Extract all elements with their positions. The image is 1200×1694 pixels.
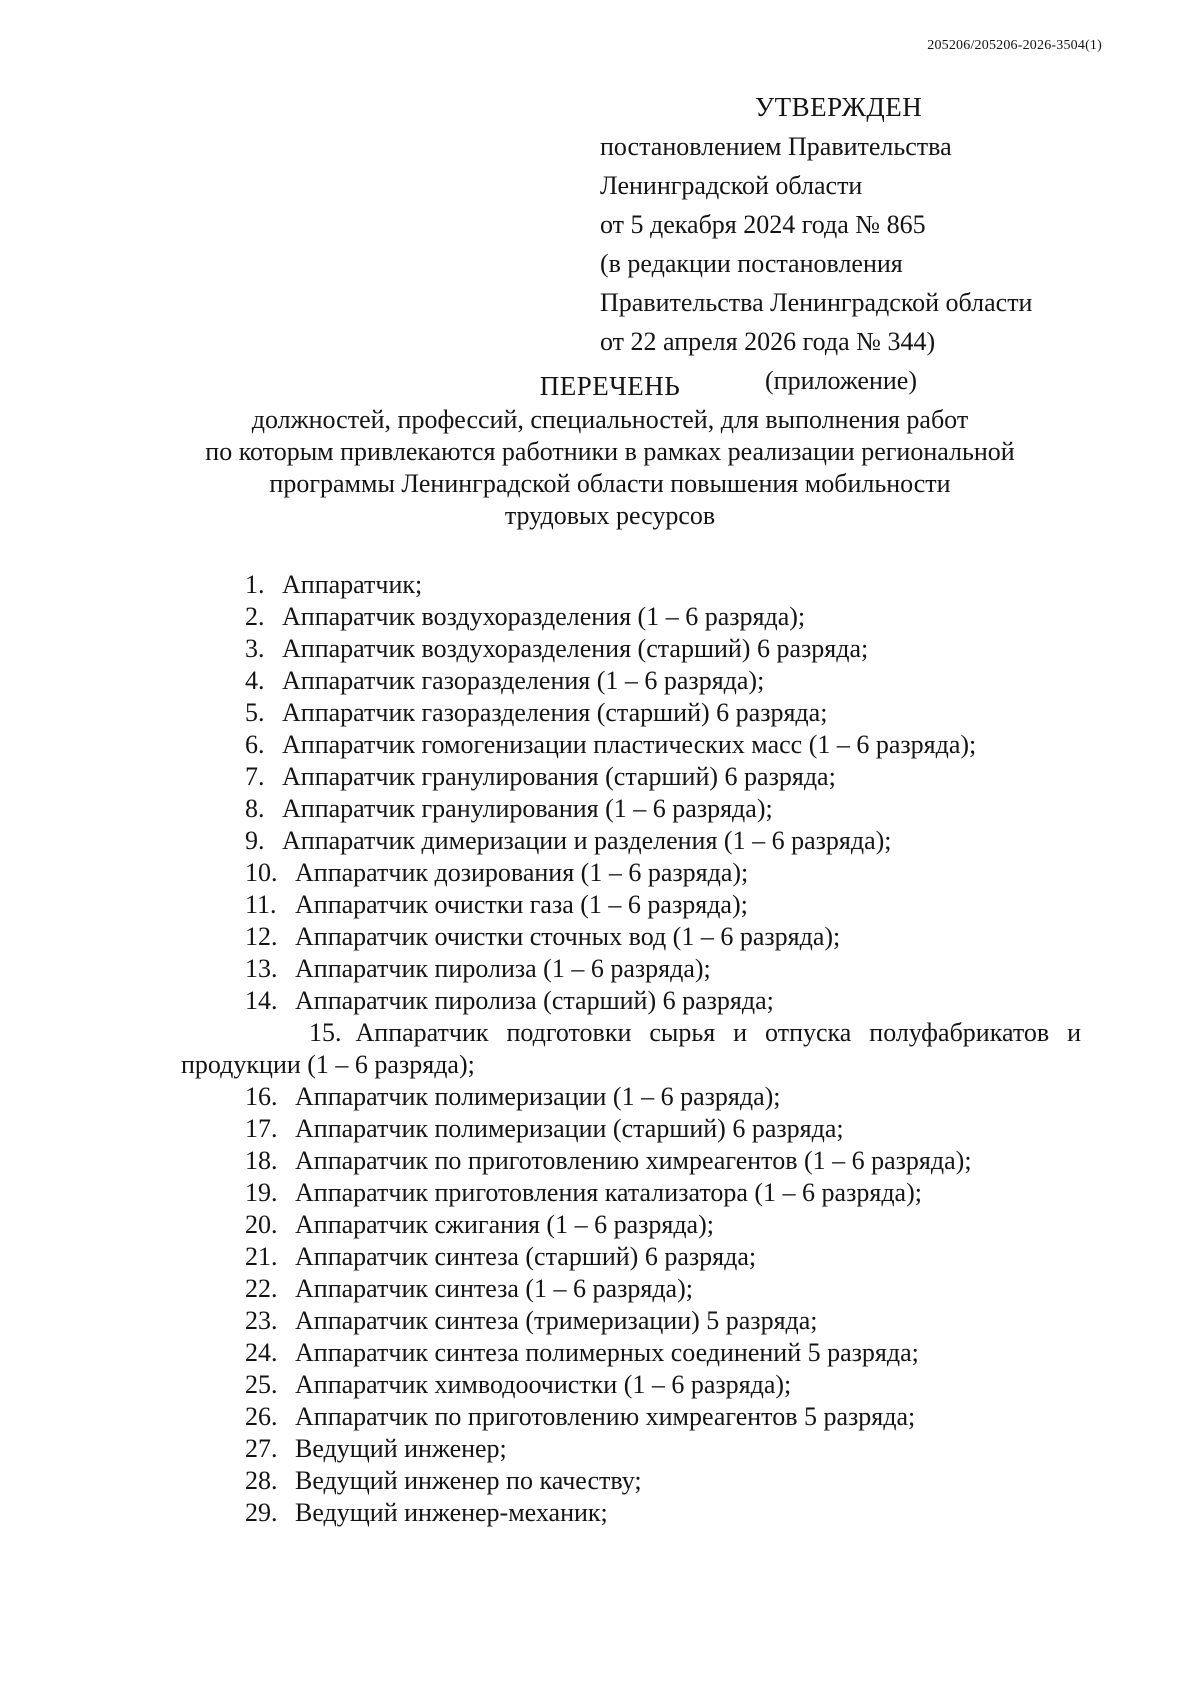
list-item-number: 4. — [245, 666, 265, 695]
list-item — [181, 825, 1081, 857]
list-item-text: Аппаратчик синтеза (старший) 6 разряда; — [295, 1242, 757, 1271]
list-item — [181, 921, 1081, 953]
title-line: по которым привлекаются работники в рамках реализации региональной — [205, 437, 1015, 466]
list-item-text: Аппаратчик газоразделения (старший) 6 разряда; — [282, 698, 828, 727]
list-item-number: 27. — [245, 1434, 278, 1463]
list-item-text: Аппаратчик по приготовлению химреагентов (1 – 6 разряда); — [295, 1146, 972, 1175]
list-item-number: 13. — [245, 954, 278, 983]
list-item — [181, 633, 1081, 665]
list-item-text: Аппаратчик гранулирования (1 – 6 разряда); — [282, 794, 773, 823]
list-item-number: 23. — [245, 1306, 278, 1335]
list-item-number: 6. — [245, 730, 265, 759]
list-item-text: Аппаратчик химводоочистки (1 – 6 разряда); — [295, 1370, 792, 1399]
annex-label: (приложение) — [765, 366, 918, 395]
list-item-text: Аппаратчик гомогенизации пластических масс (1 – 6 разряда); — [282, 730, 977, 759]
list-item — [181, 953, 1081, 985]
list-item-text: Аппаратчик дозирования (1 – 6 разряда); — [295, 858, 749, 887]
list-item — [181, 569, 1081, 601]
list-item — [181, 1017, 1081, 1081]
list-item — [181, 697, 1081, 729]
list-item-text: Аппаратчик синтеза (1 – 6 разряда); — [295, 1274, 693, 1303]
list-item-text: Аппаратчик очистки газа (1 – 6 разряда); — [295, 890, 748, 919]
list-item — [181, 1177, 1081, 1209]
list-item-number: 15. — [309, 1018, 342, 1047]
list-item-text: Аппаратчик синтеза (тримеризации) 5 разряда; — [295, 1306, 818, 1335]
list-item-number: 3. — [245, 634, 265, 663]
list-item-number: 5. — [245, 698, 265, 727]
list-item-number: 11. — [245, 890, 277, 919]
list-item — [181, 1337, 1081, 1369]
list-item-text: Аппаратчик воздухоразделения (старший) 6 разряда; — [282, 634, 869, 663]
list-item — [181, 889, 1081, 921]
list-item-text: Аппаратчик по приготовлению химреагентов 5 разряда; — [295, 1402, 916, 1431]
list-item-number: 26. — [245, 1402, 278, 1431]
list-item-number: 24. — [245, 1338, 278, 1367]
list-item-number: 20. — [245, 1210, 278, 1239]
list-item-text: Аппаратчик сжигания (1 – 6 разряда); — [295, 1210, 714, 1239]
approved-heading: УТВЕРЖДЕН — [755, 92, 923, 122]
list-item-number: 17. — [245, 1114, 278, 1143]
list-item-text: Аппаратчик пиролиза (1 – 6 разряда); — [295, 954, 711, 983]
list-item-number: 21. — [245, 1242, 278, 1271]
list-item-text: Аппаратчик гранулирования (старший) 6 разряда; — [282, 762, 836, 791]
list-item-number: 28. — [245, 1466, 278, 1495]
list-item-number: 29. — [245, 1498, 278, 1527]
list-item — [181, 1433, 1081, 1465]
list-item-text: Ведущий инженер-механик; — [295, 1498, 608, 1527]
list-item-number: 16. — [245, 1082, 278, 1111]
title-line: программы Ленинградской области повышения мобильности — [269, 469, 951, 498]
list-item — [181, 1401, 1081, 1433]
list-item — [181, 1497, 1081, 1529]
list-item — [181, 1273, 1081, 1305]
list-item-number: 10. — [245, 858, 278, 887]
list-item-text: Аппаратчик синтеза полимерных соединений 5 разряда; — [295, 1338, 919, 1367]
approval-stamp-block — [600, 88, 1080, 400]
title-heading: ПЕРЕЧЕНЬ — [539, 371, 681, 401]
list-item-number: 8. — [245, 794, 265, 823]
list-item-number: 25. — [245, 1370, 278, 1399]
list-item-number: 19. — [245, 1178, 278, 1207]
list-item — [181, 1305, 1081, 1337]
list-item — [181, 665, 1081, 697]
approval-line: (в редакции постановления — [600, 249, 903, 278]
list-item-number: 18. — [245, 1146, 278, 1175]
list-item — [181, 793, 1081, 825]
list-item-number: 1. — [245, 570, 265, 599]
list-item-number: 7. — [245, 762, 265, 791]
list-item-text: Ведущий инженер; — [295, 1434, 507, 1463]
list-item-number: 12. — [245, 922, 278, 951]
list-item-number: 2. — [245, 602, 265, 631]
list-item — [181, 761, 1081, 793]
approval-line: Правительства Ленинградской области — [600, 288, 1033, 317]
list-item-text: Аппаратчик приготовления катализатора (1 – 6 разряда); — [295, 1178, 922, 1207]
approval-line: от 22 апреля 2026 года № 344) — [600, 327, 936, 356]
list-item-text: Аппаратчик очистки сточных вод (1 – 6 разряда); — [295, 922, 841, 951]
list-item-number: 14. — [245, 986, 278, 1015]
list-item — [181, 1081, 1081, 1113]
list-item-text: Аппаратчик воздухоразделения (1 – 6 разряда); — [282, 602, 806, 631]
list-item — [181, 1209, 1081, 1241]
list-item-text: Ведущий инженер по качеству; — [295, 1466, 642, 1495]
list-item — [181, 1145, 1081, 1177]
list-item-text: Аппаратчик; — [282, 570, 423, 599]
document-id: 205206/205206-2026-3504(1) — [927, 38, 1102, 53]
list-item-number: 22. — [245, 1274, 278, 1303]
positions-list — [181, 569, 1081, 1529]
list-item — [181, 1369, 1081, 1401]
list-item — [181, 857, 1081, 889]
title-line: должностей, профессий, специальностей, для выполнения работ — [251, 405, 969, 434]
list-item-text: Аппаратчик полимеризации (старший) 6 разряда; — [295, 1114, 844, 1143]
document-title — [150, 370, 1070, 532]
list-item-text: Аппаратчик димеризации и разделения (1 – 6 разряда); — [282, 826, 892, 855]
approval-line: постановлением Правительства — [600, 132, 952, 161]
list-item — [181, 729, 1081, 761]
list-item — [181, 1113, 1081, 1145]
approval-line: Ленинградской области — [600, 171, 863, 200]
list-item-text: Аппаратчик газоразделения (1 – 6 разряда); — [282, 666, 765, 695]
list-item — [181, 601, 1081, 633]
list-item — [181, 985, 1081, 1017]
list-item — [181, 1241, 1081, 1273]
list-item — [181, 1465, 1081, 1497]
list-item-text: Аппаратчик полимеризации (1 – 6 разряда); — [295, 1082, 781, 1111]
list-item-text: Аппаратчик пиролиза (старший) 6 разряда; — [295, 986, 774, 1015]
approval-line: от 5 декабря 2024 года № 865 — [600, 210, 926, 239]
list-item-number: 9. — [245, 826, 265, 855]
list-item-text: Аппаратчик подготовки сырья и отпуска полуфабрикатов и продукции (1 – 6 разряда); — [181, 1018, 1081, 1079]
title-line: трудовых ресурсов — [504, 501, 716, 530]
